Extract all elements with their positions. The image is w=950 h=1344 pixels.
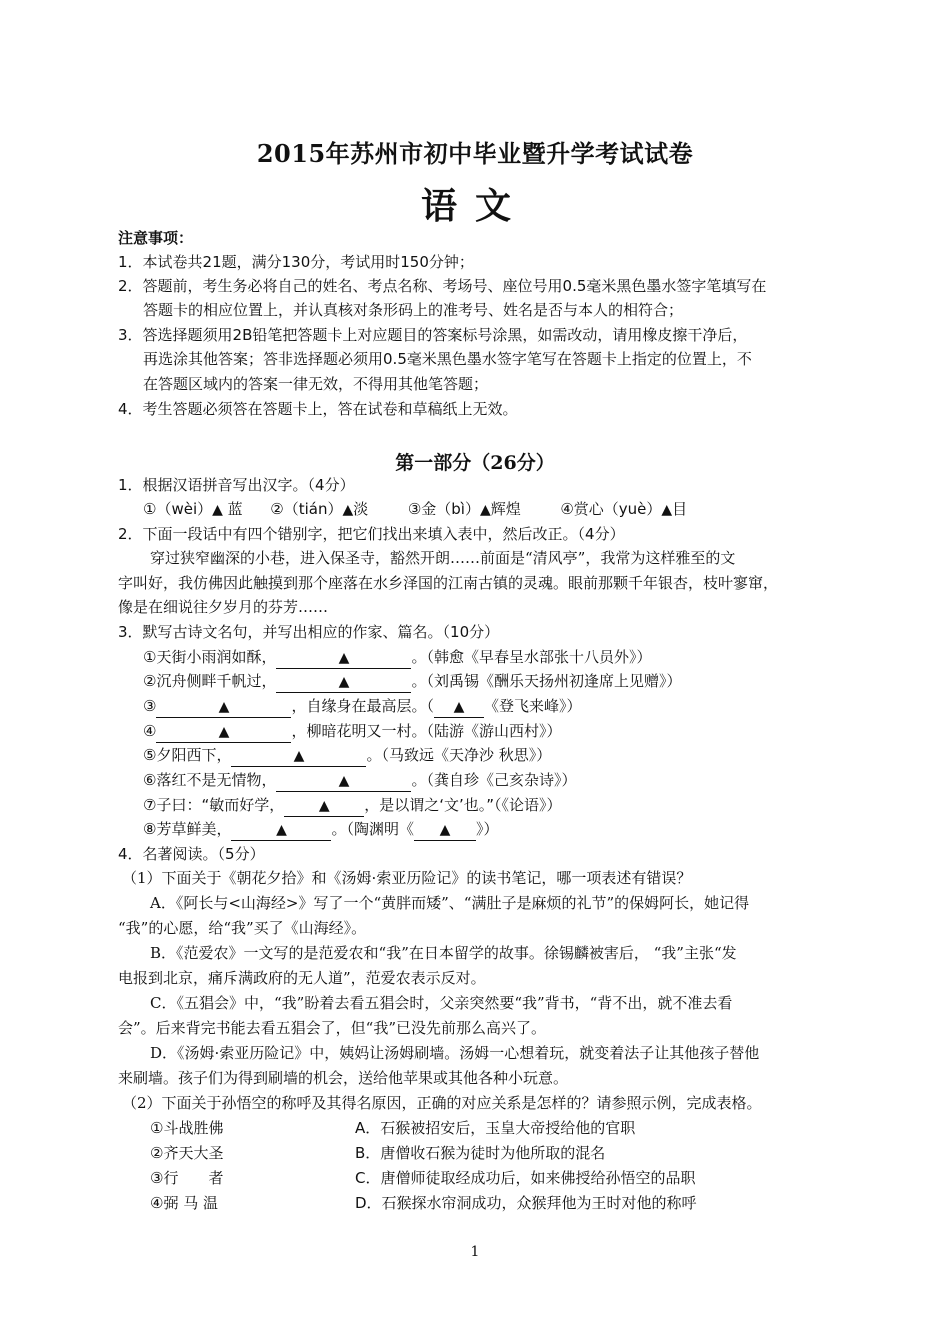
q2-passage-2: 字叫好，我仿佛因此触摸到那个座落在水乡泽国的江南古镇的灵魂。眼前那颗千年银杏，枝叶寥窜，: [118, 574, 779, 592]
q4-option-d: D．《汤姆·索亚历险记》中，姨妈让汤姆刷墙。汤姆一心想着玩，就变着法子让其他孩子替他: [150, 1044, 760, 1062]
notice-item-3: 3．答选择题须用2B铅笔把答题卡上对应题目的答案标号涂黑，如需改动，请用橡皮擦干净后，: [118, 326, 748, 344]
q1-stem: 1．根据汉语拼音写出汉字。（4分）: [118, 476, 355, 494]
answer-blank[interactable]: ▲: [414, 819, 476, 841]
nickname-3: ③行 者: [150, 1169, 224, 1187]
q2-stem: 2．下面一段话中有四个错别字，把它们找出来填入表中，然后改正。（4分）: [118, 525, 625, 543]
q4-sub2: （2）下面关于孙悟空的称呼及其得名原因，正确的对应关系是怎样的？请参照示例，完成表格。: [122, 1094, 762, 1112]
answer-blank[interactable]: ▲: [156, 696, 291, 718]
answer-marker: ▲: [342, 502, 354, 518]
q3-row-1: ①天街小雨润如酥， ▲ 。（韩愈《早春呈水部张十八员外》）: [143, 645, 651, 669]
q1-item-1: ①（wèi）: [143, 500, 213, 518]
q1-item-4: ④赏心（yuè）: [560, 500, 662, 518]
answer-blank[interactable]: ▲: [231, 819, 331, 841]
q4-option-a: A．《阿长与<山海经>》写了一个“黄胖而矮”、“满肚子是麻烦的礼节”的保姆阿长，她记得: [150, 894, 750, 912]
reason-b: B．唐僧收石猴为徒时为他所取的混名: [355, 1144, 606, 1162]
notice-item-1: 1．本试卷共21题，满分130分，考试用时150分钟；: [118, 253, 474, 271]
notice-item-2-cont: 答题卡的相应位置上，并认真核对条形码上的准考号、姓名是否与本人的相符合；: [143, 301, 684, 319]
answer-blank[interactable]: ▲: [276, 770, 411, 792]
notice-item-3-cont2: 在答题区域内的答案一律无效，不得用其他笔答题；: [143, 375, 489, 393]
q3-row-6: ⑥落红不是无情物， ▲ 。（龚自珍《己亥杂诗》）: [143, 768, 576, 792]
answer-marker: ▲: [661, 502, 673, 518]
page-number: 1: [470, 1244, 480, 1260]
q4-sub1: （1）下面关于《朝花夕拾》和《汤姆·索亚历险记》的读书笔记，哪一项表述有错误？: [122, 869, 692, 887]
notice-heading: 注意事项：: [118, 229, 194, 247]
q4-option-d-cont: 来刷墙。孩子们为得到刷墙的机会，送给他苹果或其他各种小玩意。: [118, 1069, 569, 1087]
notice-item-3-cont: 再选涂其他答案；答非选择题必须用0.5毫米黑色墨水签字笔写在答题卡上指定的位置上，不: [143, 350, 752, 368]
q3-row-3: ③ ▲ ，自缘身在最高层。（ ▲ 《登飞来峰》）: [143, 694, 581, 718]
q4-option-b-cont: 电报到北京，痛斥满政府的无人道”，范爱农表示反对。: [118, 969, 486, 987]
q2-passage-1: 穿过狭窄幽深的小巷，进入保圣寺，豁然开朗……前面是“清风亭”，我常为这样雅至的文: [150, 549, 736, 567]
q1-item-2: ②（tián）: [270, 500, 343, 518]
exam-title: 2015年苏州市初中毕业暨升学考试试卷: [256, 139, 694, 168]
reason-a: A．石猴被招安后，玉皇大帝授给他的官职: [355, 1119, 636, 1137]
nickname-1: ①斗战胜佛: [150, 1119, 224, 1137]
answer-marker: ▲: [212, 502, 223, 518]
q4-option-c-cont: 会”。后来背完书能去看五猖会了，但“我”已没先前那么高兴了。: [118, 1019, 547, 1037]
q4-option-b: B．《范爱农》一文写的是范爱农和“我”在日本留学的故事。徐锡麟被害后， “我”主张“发: [150, 944, 737, 962]
q2-passage-3: 像是在细说往夕岁月的芬芳……: [118, 598, 329, 616]
answer-blank[interactable]: ▲: [284, 795, 364, 817]
q3-row-5: ⑤夕阳西下， ▲ 。（马致远《天净沙 秋思》）: [143, 743, 551, 767]
q3-row-2: ②沉舟侧畔千帆过， ▲ 。（刘禹锡《酬乐天扬州初逢席上见赠》）: [143, 669, 681, 693]
q4-stem: 4．名著阅读。（5分）: [118, 845, 265, 863]
q3-row-7: ⑦子曰：“敏而好学， ▲ ，是以谓之‘文’也。”（《论语》）: [143, 793, 562, 817]
q1-item-3: ③金（bì）: [407, 500, 480, 518]
reason-d: D．石猴探水帘洞成功，众猴拜他为王时对他的称呼: [355, 1194, 697, 1212]
part1-heading: 第一部分（26分）: [395, 452, 555, 474]
answer-blank[interactable]: ▲: [276, 647, 411, 669]
nickname-2: ②齐天大圣: [150, 1144, 224, 1162]
answer-blank[interactable]: ▲: [231, 745, 366, 767]
q4-option-c: C．《五猖会》中，“我”盼着去看五猖会时，父亲突然要“我”背书，“背不出，就不准去看: [150, 994, 733, 1012]
answer-blank[interactable]: ▲: [276, 671, 411, 693]
q1-items: ①（wèi）▲ 蓝 ②（tián）▲淡 ③金（bì）▲辉煌 ④赏心（yuè）▲目: [143, 500, 688, 518]
notice-item-2: 2．答题前，考生务必将自己的姓名、考点名称、考场号、座位号用0.5毫米黑色墨水签字笔填写在: [118, 277, 767, 295]
reason-c: C．唐僧师徒取经成功后，如来佛授给孙悟空的品职: [355, 1169, 696, 1187]
answer-marker: ▲: [479, 502, 491, 518]
answer-blank[interactable]: ▲: [434, 696, 484, 718]
answer-blank[interactable]: ▲: [156, 721, 291, 743]
notice-item-4: 4．考生答题必须答在答题卡上，答在试卷和草稿纸上无效。: [118, 400, 518, 418]
nickname-4: ④弼 马 温: [150, 1194, 218, 1212]
q3-row-8: ⑧芳草鲜美， ▲ 。（陶渊明《 ▲ 》）: [143, 817, 498, 841]
q3-row-4: ④ ▲ ，柳暗花明又一村。（陆游《游山西村》）: [143, 719, 561, 743]
subject-title: 语文: [420, 185, 529, 227]
q4-option-a-cont: “我”的心愿，给“我”买了《山海经》。: [118, 919, 367, 937]
q3-stem: 3．默写古诗文名句，并写出相应的作家、篇名。（10分）: [118, 623, 500, 641]
